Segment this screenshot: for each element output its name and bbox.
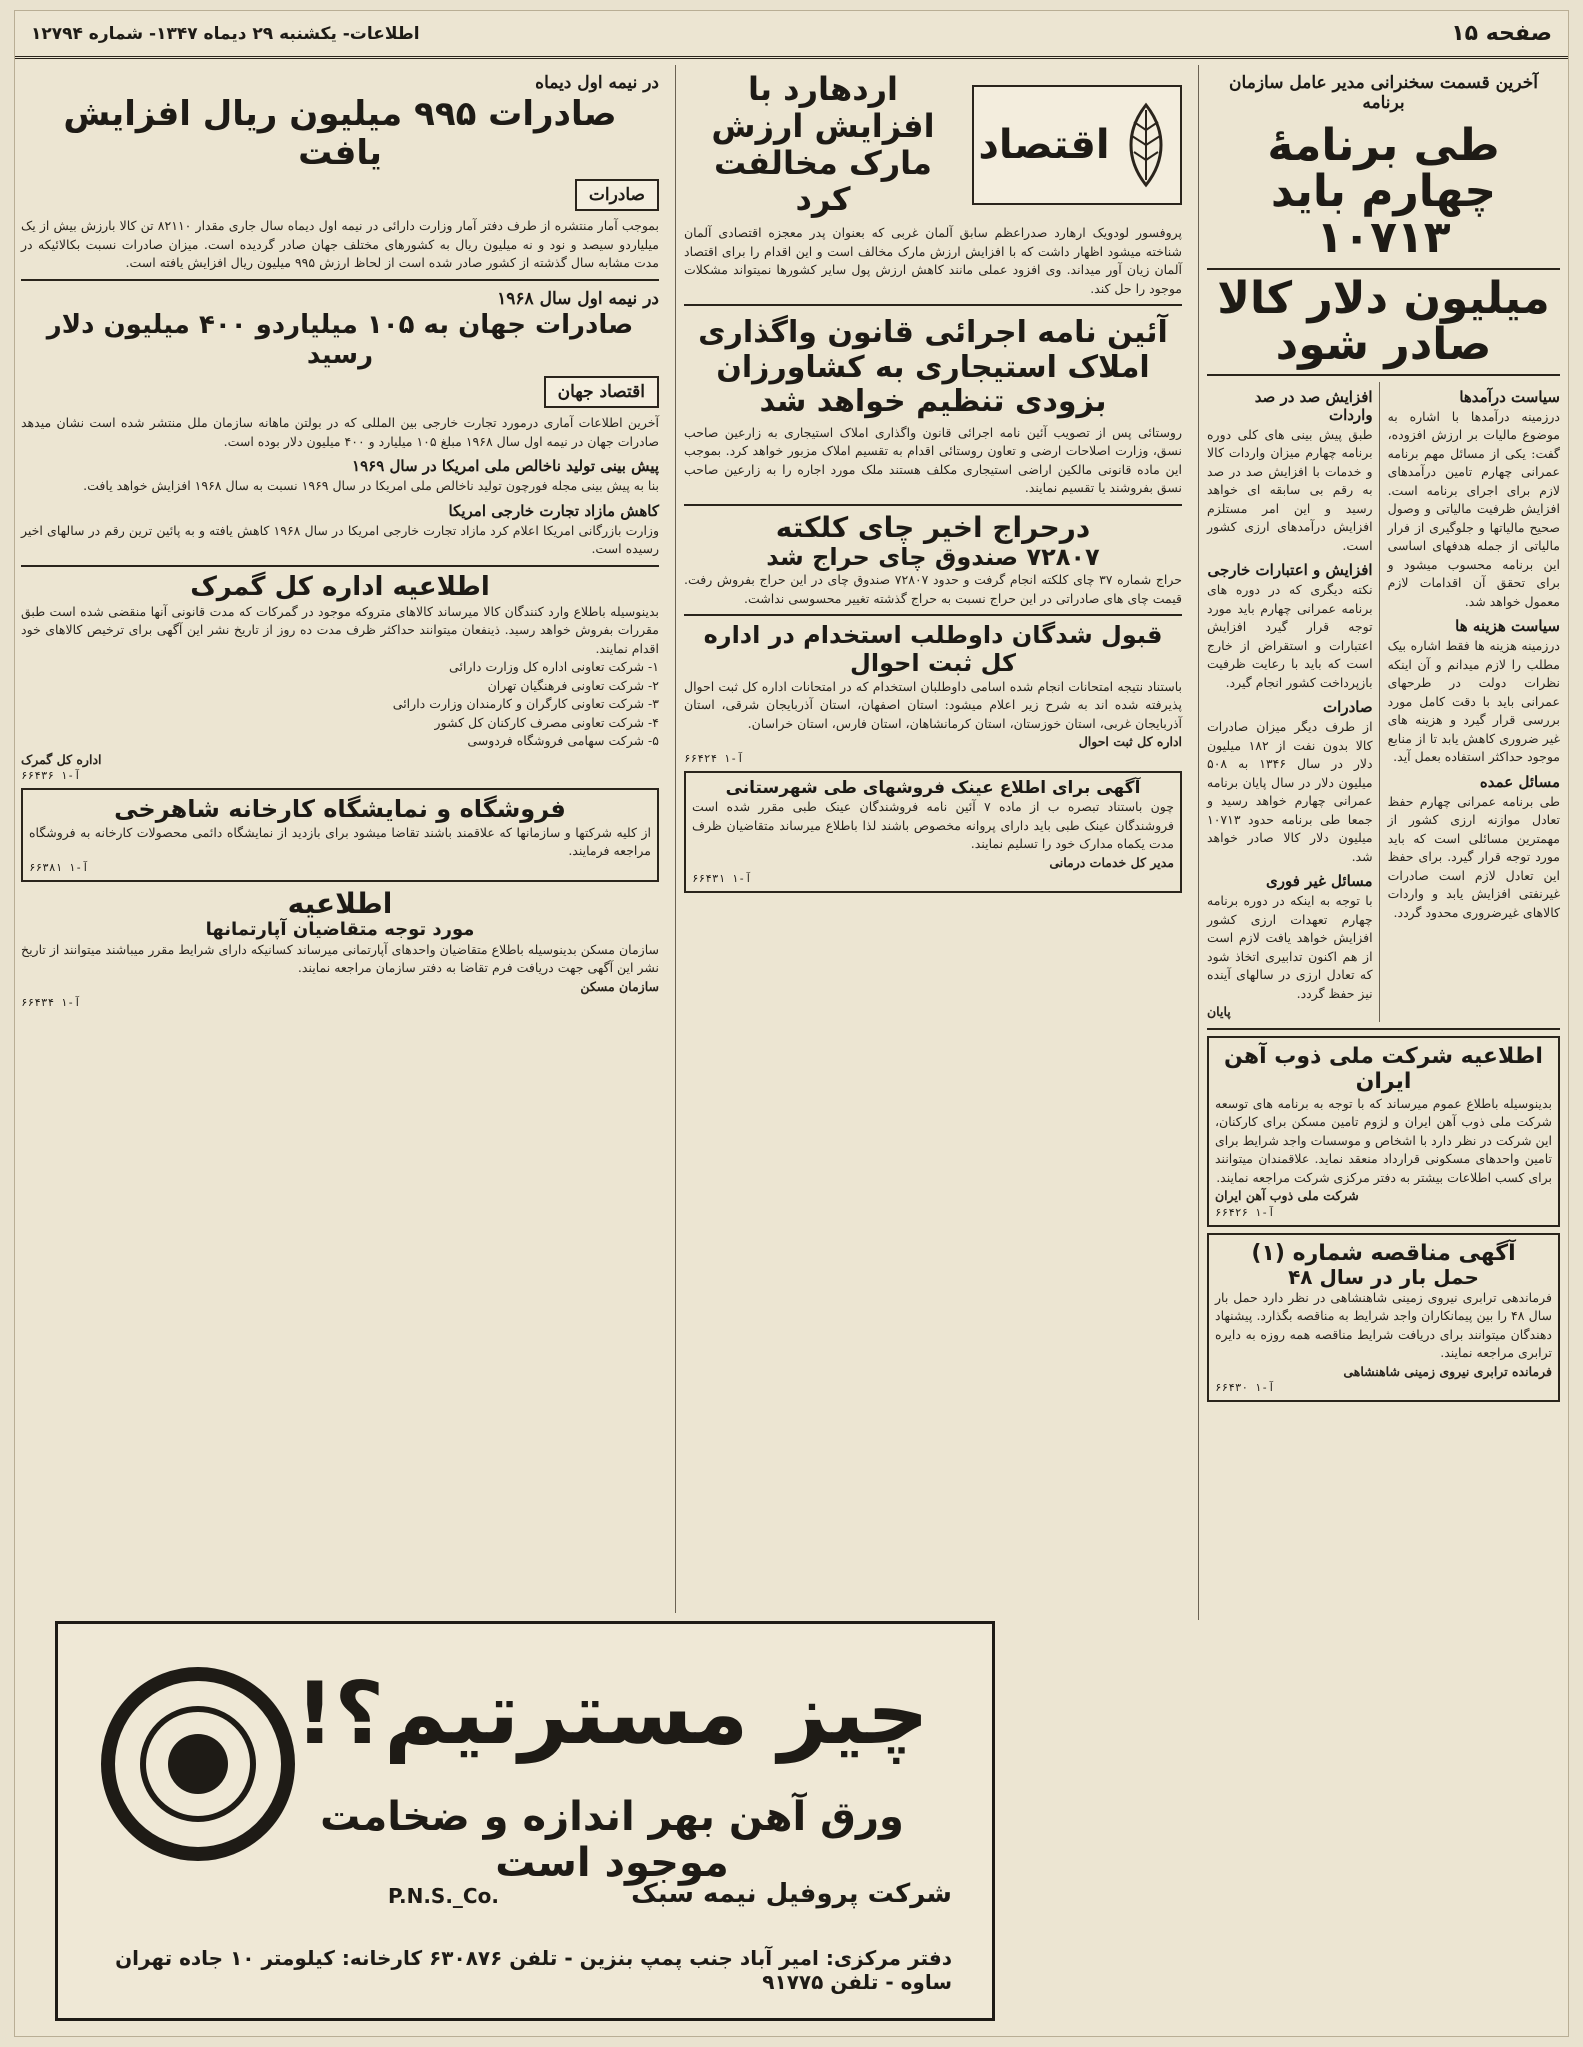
lead-section-title: مسائل عمده	[1479, 772, 1560, 791]
lead-kicker: آخرین قسمت سخنرانی مدیر عامل سازمان برنامه	[1229, 73, 1538, 113]
lead2-section-title: صادرات	[1323, 698, 1373, 717]
store-ref: آ-۱ ۶۶۳۸۱	[29, 860, 89, 874]
lead-section-title: سیاست هزینه ها	[1455, 617, 1560, 636]
world-text-1: بنا به پیش بینی مجله فورچون تولید ناخالص ملی امریکا در سال ۱۹۶۹ نسبت به سال ۱۹۶۸ افزایش خواهد یافت.	[83, 478, 659, 494]
lead2-section-title: افزایش صد در صد واردات	[1254, 387, 1373, 424]
article-end: پایان	[1207, 1004, 1231, 1020]
customs-list-item: ۵- شرکت سهامی فروشگاه فردوسی	[467, 733, 659, 749]
left-column	[13, 65, 667, 1613]
notice-title: اطلاعیه	[287, 886, 393, 920]
tender-ref: آ-۱ ۶۶۴۳۰	[1215, 1381, 1275, 1395]
divider	[21, 565, 659, 567]
economy-logo	[972, 85, 1182, 205]
tender-notice	[1207, 1233, 1560, 1403]
notice-sign: سازمان مسکن	[580, 978, 659, 994]
world-headline: صادرات جهان به ۱۰۵ میلیاردو ۴۰۰ میلیون دلار رسید	[46, 309, 634, 370]
steel-sheet-advertisement	[55, 1621, 995, 2021]
world-section-label: اقتصاد جهان	[544, 376, 659, 408]
lead2-section-title: افزایش و اعتبارات خارجی	[1207, 561, 1373, 580]
customs-text: بدینوسیله باطلاع وارد کنندگان کالا میرساند کالاهای متروکه موجود در گمرکات که مدت قانونی آنها منقضی شده است طبق مقررات بفروش خواهد رسید. ذینفعان میتوانند حداکثر ظرف مدت ده روز از تاریخ نشر این آگهی برای ترخیص کالاهای خود اقدام نمایند.	[21, 603, 659, 656]
optical-notice	[684, 771, 1182, 894]
world-sub-2: کاهش مازاد تجارت خارجی امریکا	[448, 501, 659, 520]
exports-section-label: صادرات	[575, 179, 659, 211]
employment-sign: اداره کل ثبت احوال	[1078, 734, 1182, 750]
customs-list-item: ۲- شرکت تعاونی فرهنگیان تهران	[487, 677, 659, 693]
lead2-section-text: با توجه به اینکه در دوره برنامه چهارم تعهدات ارزی کشور افزایش خواهد یافت لازم است از هم اکنون تدابیری اتخاذ شود که تعادل ارزی در سالهای آینده نیز حفظ گردد.	[1207, 893, 1373, 1001]
customs-ref: آ-۱ ۶۶۴۳۶	[21, 769, 81, 783]
customs-list-item: ۳- شرکت تعاونی کارگران و کارمندان وزارت دارائی	[392, 696, 659, 712]
divider	[1207, 268, 1560, 270]
iron-notice	[1207, 1036, 1560, 1227]
economy-headline: اردهارد با افزایش ارزش مارک مخالفت کرد	[711, 70, 935, 219]
divider	[684, 614, 1182, 616]
tender-title: آگهی مناقصه شماره (۱)	[1251, 1240, 1516, 1266]
law-text: روستائی پس از تصویب آئین نامه اجرائی قانون واگذاری املاک استیجاری به زارعین صاحب نسق، وزارت اصلاحات ارضی و تعاون روستائی اقدام به تقسیم املاک مزبور خواهد کرد. بموجب این ماده قانونی مالکین اراضی استیجاری مکلف هستند ملک مورد اجاره را به زارعین صاحب نسق بفروشند یا تقسیم نمایند.	[684, 424, 1182, 496]
lead2-section-text: نکته دیگری که در دوره های برنامه عمرانی چهارم باید مورد توجه قرار گیرد افزایش اعتبارات و استقراض از خارج است که باید با رعایت ظرفیت بازپرداخت کشور انجام گیرد.	[1207, 582, 1373, 690]
lead-section-text: درزمینه هزینه ها فقط اشاره بیک مطلب را لازم میدانم و آن اینکه نظرات دولت در طرحهای عمرانی باید با دقت کامل مورد بررسی قرار گیرد و هزینه های غیر ضروری کاهش یابد تا از منابع موجود حداکثر استفاده بعمل آید.	[1387, 638, 1560, 765]
wheat-emblem-icon	[1116, 100, 1176, 190]
tea-subheadline: ۷۲۸۰۷ صندوق چای حراج شد	[766, 542, 1100, 571]
iron-notice-ref: آ-۱ ۶۶۴۲۶	[1215, 1205, 1275, 1219]
world-sub-1: پیش بینی تولید ناخالص ملی امریکا در سال ۱۹۶۹	[352, 457, 659, 476]
divider	[684, 504, 1182, 506]
middle-column	[675, 65, 1190, 1613]
exports-date-line: در نیمه اول دیماه	[535, 73, 659, 93]
page-number: صفحه ۱۵	[1451, 21, 1552, 46]
lead-section-text: درزمینه درآمدها با اشاره به موضوع مالیات بر ارزش افزوده، گفت: یکی از مسائل مهم برنامه عمرانی چهارم تامین درآمدهای لازم برای اجرای برنامه است. افزایش ظرفیت مالیاتی و وصول صحیح مالیاتها و جلوگیری از فرار مالیاتی از جمله هدفهای اساسی این برنامه محسوب میشود و برای تحقق آن اقدامات لازم معمول خواهد شد.	[1387, 408, 1560, 609]
lead-headline-2: میلیون دلار کالا صادر شود	[1217, 272, 1550, 370]
iron-notice-text: بدینوسیله باطلاع عموم میرساند که با توجه به برنامه های توسعه شرکت ملی ذوب آهن ایران و لزوم تامین مسکن برای کارکنان، این شرکت در نظر دارد با اشخاص و موسسات واجد شرایط برای تامین واحدهای مسکونی قرارداد منعقد نماید. علاقمندان میتوانند برای کسب اطلاعات بیشتر به دفتر مرکزی شرکت مراجعه نمایند.	[1215, 1095, 1552, 1185]
economy-logo-text: اقتصاد	[978, 121, 1110, 168]
store-text: از کلیه شرکتها و سازمانها که علاقمند باشند تقاضا میشود برای بازدید از نمایشگاه دائمی محصولات کارخانه به فروشگاه مراجعه فرمایند.	[29, 824, 651, 859]
customs-list-item: ۴- شرکت تعاونی مصرف کارکنان کل کشور	[434, 714, 659, 730]
divider	[1207, 374, 1560, 376]
masthead	[15, 11, 1568, 59]
optical-ref: آ-۱ ۶۶۴۳۱	[692, 872, 752, 886]
issue-info: اطلاعات- یکشنبه ۲۹ دیماه ۱۳۴۷- شماره ۱۲۷۹۴	[31, 23, 420, 44]
store-title: فروشگاه و نمایشگاه کارخانه شاهرخی	[114, 795, 566, 824]
divider	[1207, 1028, 1560, 1030]
economy-text: پروفسور لودویک ارهارد صدراعظم سابق آلمان غربی که بعنوان پدر معجزه اقتصادی آلمان شناخته میشود اظهار داشت که با افزایش ارزش مارک مخالف است و این اقدام را برای اقتصاد آلمان زیان آور میداند. وی افزود عملی مانند کاهش ارزش پول سایر کشورها نمیتواند مشکلات موجود را حل کند.	[684, 225, 1182, 296]
divider	[21, 279, 659, 281]
ad-subtitle: ورق آهن بهر اندازه و ضخامت موجود است	[320, 1794, 904, 1886]
lead-section-text: طی برنامه عمرانی چهارم حفظ تعادل موازنه ارزی کشور از مهمترین مسائلی است که باید مورد توجه قرار گیرد. برای حفظ این تعادل لازم است صادرات غیرنفتی افزایش یابد و واردات کالاهای غیرضروری محدود گردد.	[1387, 793, 1560, 920]
lead2-section-text: از طرف دیگر میزان صادرات کالا بدون نفت از ۱۸۲ میلیون دلار در سال ۱۳۴۶ به ۵۰۸ میلیون دلار در سال پایان برنامه عمرانی چهارم خواهد رسید و جمعا طی برنامه حدود ۱۰۷۱۳ میلیون دلار کالا صادر خواهد شد.	[1207, 719, 1373, 864]
tea-text: حراج شماره ۳۷ چای کلکته انجام گرفت و حدود ۷۲۸۰۷ صندوق چای در این حراج بفروش رفت. قیمت چای های صادراتی در این حراج نسبت به حراج گذشته تغییر محسوسی نداشت.	[684, 572, 1182, 606]
exports-headline: صادرات ۹۹۵ میلیون ریال افزایش یافت	[63, 94, 617, 174]
exports-text: بموجب آمار منتشره از طرف دفتر آمار وزارت دارائی در نیمه اول دیماه سال جاری مقدار ۸۲۱۱۰ تن کالا بارزش بیش از یک میلیاردو سیصد و نود و نه میلیون ریال به کشورهای مختلف جهان صادر گردیده است. میزان صادرات نسبت بکالائیکه در مدت مشابه سال گذشته از کشور صادر شده است از لحاظ ارزش ۹۹۵ میلیون ریال افزایش یافته است.	[21, 218, 659, 271]
law-headline: آئین نامه اجرائی قانون واگذاری املاک استیجاری به کشاورزان بزودی تنظیم خواهد شد	[698, 315, 1168, 420]
divider	[684, 304, 1182, 306]
notice-subtitle: مورد توجه متقاضیان آپارتمانها	[205, 919, 475, 941]
lead2-section-title: مسائل غیر فوری	[1266, 872, 1373, 891]
store-notice	[21, 788, 659, 882]
ad-company: شرکت پروفیل نیمه سبک	[631, 1879, 952, 1909]
lead2-section-text: طبق پیش بینی های کلی دوره برنامه چهارم میزان واردات کالا و خدمات با افزایش صد در صد به رقم بی سابقه ای خواهد رسید و این امر مستلزم افزایش درآمدهای ارزی کشور است.	[1207, 426, 1373, 553]
iron-notice-sign: شرکت ملی ذوب آهن ایران	[1215, 1188, 1359, 1204]
customs-title: اطلاعیه اداره کل گمرک	[190, 571, 490, 602]
optical-title: آگهی برای اطلاع عینک فروشهای طی شهرستانی	[725, 777, 1141, 798]
world-text: آخرین اطلاعات آماری درمورد تجارت خارجی بین المللی که در بولتن ماهانه سازمان ملل منتشر شده است نشان میدهد صادرات جهان در نیمه اول سال ۱۹۶۸ مبلغ ۱۰۵ میلیارد و ۴۰۰ میلیون دلار بوده است.	[21, 415, 659, 449]
employment-text: باستناد نتیجه امتحانات انجام شده اسامی داوطلبان استخدام که در امتحانات اداره کل ثبت احوال پذیرفته شده اند به شرح زیر اعلام میشود: استان اصفهان، استان آذربایجان شرقی، استان آذربایجان غربی، استان خوزستان، استان کرمانشاهان، استان فارس، استان خراسان.	[684, 678, 1182, 731]
tea-headline: درحراج اخیر چای کلکته	[775, 510, 1091, 544]
customs-list-item: ۱- شرکت تعاونی اداره کل وزارت دارائی	[449, 659, 659, 675]
tender-text: فرماندهی ترابری نیروی زمینی شاهنشاهی در نظر دارد حمل بار سال ۴۸ را بین پیمانکاران واجد شرایط به مناقصه بگذارد. پیشنهاد دهندگان میتوانند برای دریافت شرایط مناقصه همه روزه به دایره ترابری مراجعه نمایند.	[1215, 1289, 1552, 1361]
ad-company-latin: P.N.S._Co.	[388, 1884, 499, 1908]
ad-title: چیز مسترتیم؟!	[295, 1664, 929, 1764]
newspaper-page	[14, 10, 1569, 2037]
employment-headline: قبول شدگان داوطلب استخدام در اداره کل ثبت احوال	[703, 621, 1163, 678]
optical-text: چون باستناد تبصره ب از ماده ۷ آئین نامه فروشندگان عینک طبی مقرر شده است فروشندگان عینک طبی باید دارای پروانه مخصوص باشند لذا باطلاع میرساند متقاضیان ظرف مدت یکماه مدارک خود را تسلیم نمایند.	[692, 799, 1174, 852]
tender-sign: فرمانده ترابری نیروی زمینی شاهنشاهی	[1343, 1363, 1552, 1379]
ad-contact: دفتر مرکزی: امیر آباد جنب پمپ بنزین - تلفن ۶۳۰۸۷۶ کارخانه: کیلومتر ۱۰ جاده تهران ساوه - تلفن ۹۱۷۷۵	[115, 1946, 952, 1994]
world-date-line: در نیمه اول سال ۱۹۶۸	[497, 288, 659, 309]
iron-notice-title: اطلاعیه شرکت ملی ذوب آهن ایران	[1224, 1043, 1543, 1095]
tender-subtitle: حمل بار در سال ۴۸	[1288, 1264, 1479, 1289]
lead-headline-1: طی برنامهٔ چهارم باید ۱۰۷۱۳	[1267, 120, 1500, 264]
notice-ref: آ-۱ ۶۶۴۳۴	[21, 996, 81, 1010]
lead-column	[1198, 65, 1568, 1620]
optical-sign: مدیر کل خدمات درمانی	[1049, 854, 1174, 870]
notice-text: سازمان مسکن بدینوسیله باطلاع متقاضیان واحدهای آپارتمانی میرساند کسانیکه دارای شرایط مقرر میباشند میتوانند از تاریخ نشر این آگهی جهت دریافت فرم تقاضا به دفتر سازمان مراجعه نمایند.	[21, 941, 659, 976]
employment-ref: آ-۱ ۶۶۴۲۴	[684, 751, 744, 765]
customs-sign: اداره کل گمرک	[21, 751, 102, 767]
lead-section-title: سیاست درآمدها	[1459, 387, 1560, 406]
world-text-2: وزارت بازرگانی امریکا اعلام کرد مازاد تجارت خارجی امریکا در سال ۱۹۶۸ کاهش یافته و به پائین ترین رقم در سالهای اخیر رسیده است.	[21, 522, 659, 557]
